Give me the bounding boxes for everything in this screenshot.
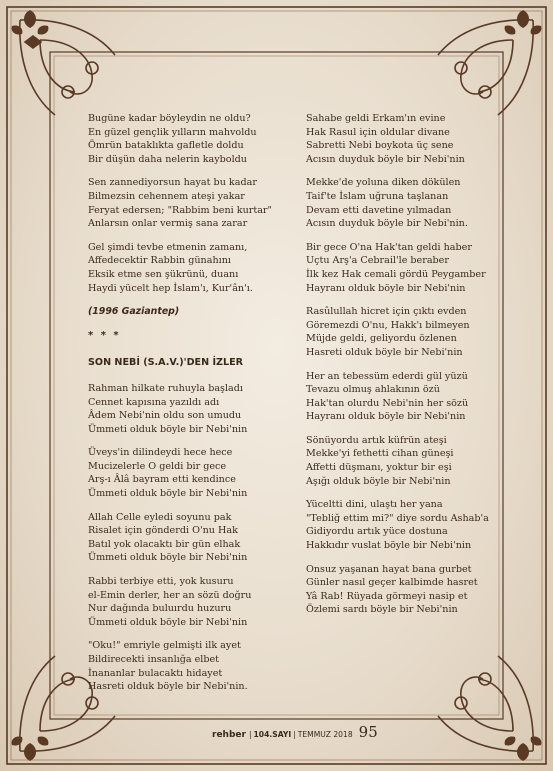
poem-stanza xyxy=(306,370,511,424)
poem-stanza xyxy=(306,498,511,552)
poem-line: Gidiyordu artık yüce dostuna xyxy=(306,526,448,538)
poem-line: Allah Celle eyledi soyunu pak xyxy=(88,511,232,523)
poem-line: Ümmeti olduk böyle bir Nebi'nin xyxy=(88,488,248,500)
poem-line: Hasreti olduk böyle bir Nebi'nin xyxy=(306,346,463,358)
fleur-icon-bottom-right xyxy=(505,736,542,761)
poem-line: "Tebliğ ettim mi?" diye sordu Ashab'a xyxy=(306,512,489,524)
poem-stanza xyxy=(306,563,511,617)
page-footer xyxy=(212,723,378,741)
poem-line: Affedecektir Rabbin günahını xyxy=(88,255,231,267)
poem-line: Tevazu olmuş ahlakının özü xyxy=(306,384,440,396)
poem-stanza xyxy=(88,639,293,693)
fleur-icon-top-left xyxy=(12,10,49,35)
poem-line: Her an tebessüm ederdi gül yüzü xyxy=(306,370,468,382)
poem-stanza xyxy=(306,176,511,230)
poem-line: Ümmeti olduk böyle bir Nebi'nin xyxy=(88,423,248,435)
poem-stanza xyxy=(88,241,293,295)
poem-line: Uçtu Arş'a Cebrail'le beraber xyxy=(306,255,449,267)
poem-stanza xyxy=(306,241,511,295)
poem-line: Hak Rasul için oldular divane xyxy=(306,126,450,138)
poem-line: Sabretti Nebi boykota üç sene xyxy=(306,140,454,152)
poem-line: Hasreti olduk böyle bir Nebi'nin. xyxy=(88,681,248,693)
poem-stanza xyxy=(306,112,511,166)
poem-line: Bugüne kadar böyleydin ne oldu? xyxy=(88,113,251,124)
poem-stanza xyxy=(306,434,511,488)
issue-date: TEMMUZ 2018 xyxy=(297,730,353,739)
poem-line: Rahman hilkate ruhuyla başladı xyxy=(88,382,243,394)
poem-stanza xyxy=(88,511,293,565)
poem-line: Hak'tan olurdu Nebi'nin her sözü xyxy=(306,397,469,409)
poem-line: Anlarsın onlar vermiş sana zarar xyxy=(88,218,248,230)
poem-title: SON NEBİ (S.A.V.)'DEN İZLER xyxy=(88,357,244,369)
poem-stanza xyxy=(88,575,293,629)
poem-line: Bir düşün daha nelerin kayboldu xyxy=(88,153,247,165)
poem-stanza xyxy=(88,446,293,500)
poem-line: Hayranı olduk böyle bir Nebi'nin xyxy=(306,282,466,294)
poem-line: İnananlar bulacaktı hidayet xyxy=(88,667,223,679)
fleur-icon-bottom-left xyxy=(12,736,49,761)
poem-line: Onsuz yaşanan hayat bana gurbet xyxy=(306,563,472,575)
poem-line: Üveys'in dilindeydi hece hece xyxy=(88,447,233,459)
poem-line: Mekke'de yoluna diken dökülen xyxy=(306,177,461,189)
poem-stanza xyxy=(88,112,293,166)
poem-line: Yüceltti dini, ulaştı her yana xyxy=(306,499,443,511)
poem-line: Acısın duyduk böyle bir Nebi'nin. xyxy=(306,218,468,230)
poem-line: Müjde geldi, geliyordu özlenen xyxy=(306,333,457,345)
poem-line: Affetti düşmanı, yoktur bir eşi xyxy=(306,462,452,474)
poem-line: Bildirecekti insanlığa elbet xyxy=(88,654,220,665)
poem-line: Cennet kapısına yazıldı adı xyxy=(88,396,220,408)
poem-line: En güzel gençlik yılların mahvoldu xyxy=(88,126,257,138)
poem-line: Devam etti davetine yılmadan xyxy=(306,204,452,216)
issue-number: 104.SAYI xyxy=(253,730,292,739)
poem-line: Taif'te İslam uğruna taşlanan xyxy=(306,190,449,202)
poem-line: Ümmeti olduk böyle bir Nebi'nin xyxy=(88,552,248,564)
poem-line: Ümmeti olduk böyle bir Nebi'nin xyxy=(88,616,248,628)
poem-line: Bir gece O'na Hak'tan geldi haber xyxy=(306,241,472,253)
poem-line: Yâ Rab! Rüyada görmeyi nasip et xyxy=(306,590,468,602)
poem-line: Sen zannediyorsun hayat bu kadar xyxy=(88,177,257,189)
page-number: 95 xyxy=(358,723,378,741)
poem-line: Mucizelerle O geldi bir gece xyxy=(88,460,227,472)
poem-line: Ömrün bataklıkta gafletle doldu xyxy=(88,140,244,152)
corner-ornament-top-right xyxy=(438,20,533,115)
poem-line: Aşığı olduk böyle bir Nebi'nin xyxy=(306,475,451,487)
poem-line: Özlemi sardı böyle bir Nebi'nin xyxy=(306,604,458,616)
poem-line: Sahabe geldi Erkam'ın evine xyxy=(306,113,446,124)
footer-divider: | xyxy=(248,730,252,739)
left-column xyxy=(88,112,293,704)
poem-line: Hayranı olduk böyle bir Nebi'nin xyxy=(306,411,466,423)
poem-line: Bilmezsin cehennem ateşi yakar xyxy=(88,190,245,202)
poem-line: Batıl yok olacaktı bir gün elhak xyxy=(88,538,241,550)
poem-signature: (1996 Gaziantep) xyxy=(88,306,180,318)
poem-line: el-Emin derler, her an sözü doğru xyxy=(88,589,252,601)
poem-stanza xyxy=(88,176,293,230)
poem-line: Âdem Nebi'nin oldu son umudu xyxy=(88,410,242,422)
poem-line: Feryat edersen; "Rabbim beni kurtar" xyxy=(88,204,272,216)
corner-ornament-bottom-right xyxy=(438,656,533,751)
poem-line: Acısın duyduk böyle bir Nebi'nin xyxy=(306,153,465,165)
poem-line: Arş-ı Âlâ bayram etti kendince xyxy=(88,474,236,486)
poem-line: "Oku!" emriyle gelmişti ilk ayet xyxy=(88,640,241,652)
right-column xyxy=(306,112,511,627)
poem-line: Gel şimdi tevbe etmenin zamanı, xyxy=(88,241,248,253)
poem-stanza xyxy=(88,382,293,436)
magazine-brand: rehber xyxy=(212,730,246,740)
poem-line: Haydi yücelt hep İslam'ı, Kur'ân'ı. xyxy=(88,282,253,294)
poem-line: Eksik etme sen şükrünü, duanı xyxy=(88,268,239,280)
footer-divider: | xyxy=(293,730,296,739)
poem-line: Rasûlullah hicret için çıktı evden xyxy=(306,306,467,318)
poem-line: Risalet için gönderdi O'nu Hak xyxy=(88,525,238,537)
section-separator: * * * xyxy=(88,329,121,341)
fleur-icon-top-right xyxy=(505,10,542,35)
poem-line: Sönüyordu artık küfrün ateşi xyxy=(306,434,447,446)
poem-line: İlk kez Hak cemali gördü Peygamber xyxy=(306,268,486,280)
poem-line: Nur dağında buluırdu huzuru xyxy=(88,603,232,615)
poem-stanza xyxy=(306,305,511,359)
corner-ornament-top-left xyxy=(20,20,115,115)
poem-line: Mekke'yi fethetti cihan güneşi xyxy=(306,448,454,460)
poem-line: Göremezdi O'nu, Hakk'ı bilmeyen xyxy=(306,319,470,331)
poem-line: Rabbi terbiye etti, yok kusuru xyxy=(88,576,234,588)
poem-line: Hakkıdır vuslat böyle bir Nebi'nin xyxy=(306,540,472,552)
poem-line: Günler nasıl geçer kalbimde hasret xyxy=(306,577,478,589)
